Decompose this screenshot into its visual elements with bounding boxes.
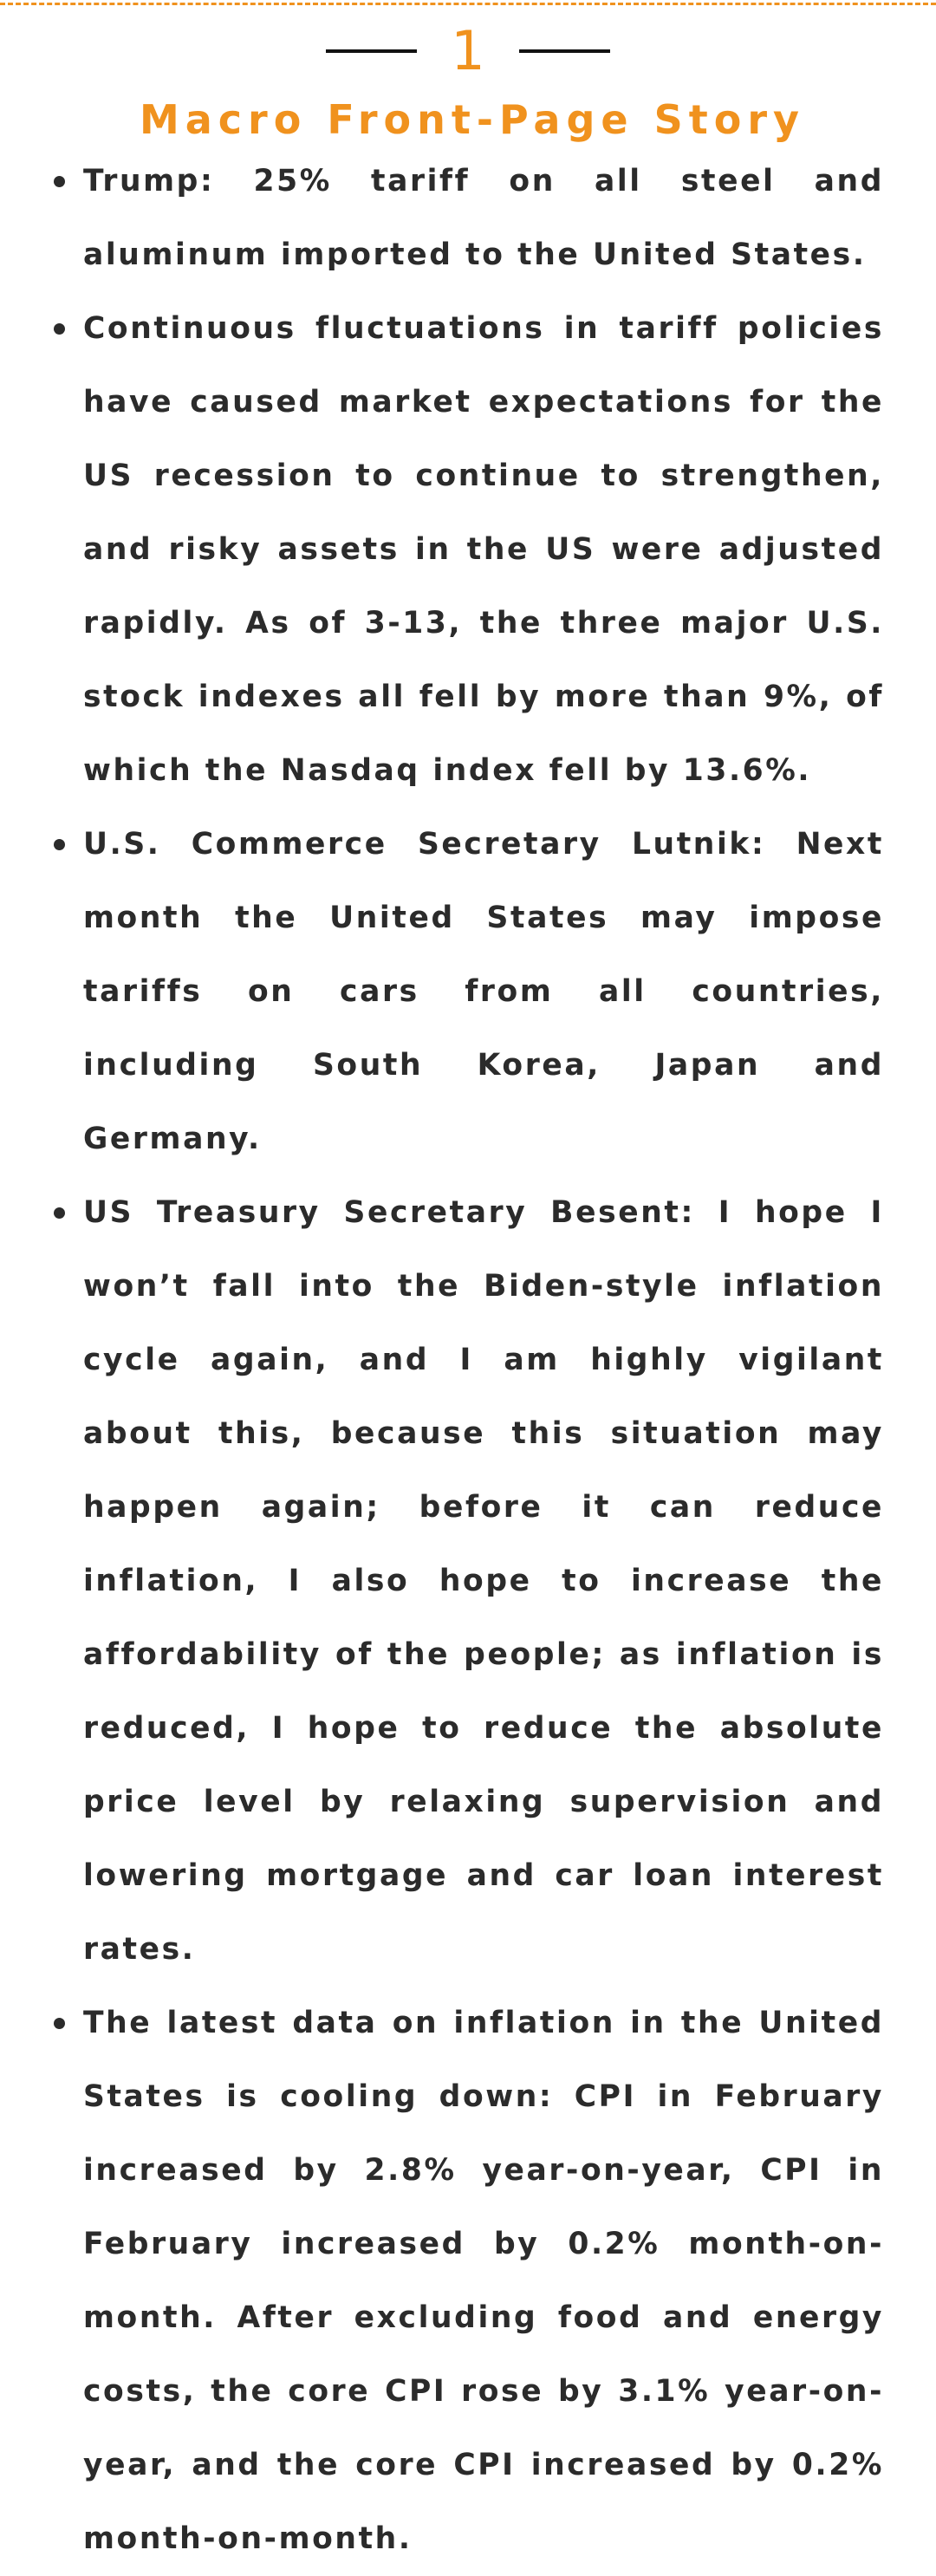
section-title: Macro Front-Page Story: [139, 96, 806, 143]
bullet-dot: [54, 1207, 65, 1219]
story-list: [0, 145, 936, 2576]
story-text: The latest data on inflation in the United States is cooling down: CPI in February increased by 2.8% year-on-year, CPI in February increased by 0.2% month-on-month. After excluding food and energy costs, the core CPI rose by 3.1% year-on-year, and the core CPI increased by 0.2% month-on-month.: [83, 2006, 884, 2556]
bullet-dot: [54, 176, 65, 187]
story-item-car-tariffs: [0, 808, 936, 1176]
story-text: Continuous fluctuations in tariff policies have caused market expectations for the US recession to continue to strengthen, and risky assets in the US were adjusted rapidly. As of 3-13, the three major U.S. stock indexes all fell by more than 9%, of which the Nasdaq index fell by 13.6%.: [83, 311, 884, 788]
story-text: U.S. Commerce Secretary Lutnik: Next month the United States may impose tariffs on cars from all countries, including South Korea, Japan and Germany.: [83, 827, 884, 1156]
story-item-cpi-data: [0, 1987, 936, 2576]
section-number-row: [0, 17, 936, 85]
story-item-tariff-steel: [0, 145, 936, 292]
right-rule: [519, 49, 610, 53]
left-rule: [326, 49, 417, 53]
story-item-market-recession: [0, 292, 936, 808]
section-number: 1: [451, 19, 485, 82]
story-item-treasury-inflation: [0, 1176, 936, 1987]
bullet-dot: [54, 323, 65, 335]
bullet-dot: [54, 2018, 65, 2029]
bullet-dot: [54, 839, 65, 850]
story-text: US Treasury Secretary Besent: I hope I won’t fall into the Biden-style inflation cycle again, and I am highly vigilant about this, because this situation may happen again; before it can reduce inflation, I also hope to increase the affordability of the people; as inflation is reduced, I hope to reduce the absolute price level by relaxing supervision and lowering mortgage and car loan interest rates.: [83, 1195, 884, 1967]
section-header: [0, 17, 936, 146]
dashed-top-border: [0, 3, 936, 5]
story-text: Trump: 25% tariff on all steel and aluminum imported to the United States.: [83, 164, 884, 272]
